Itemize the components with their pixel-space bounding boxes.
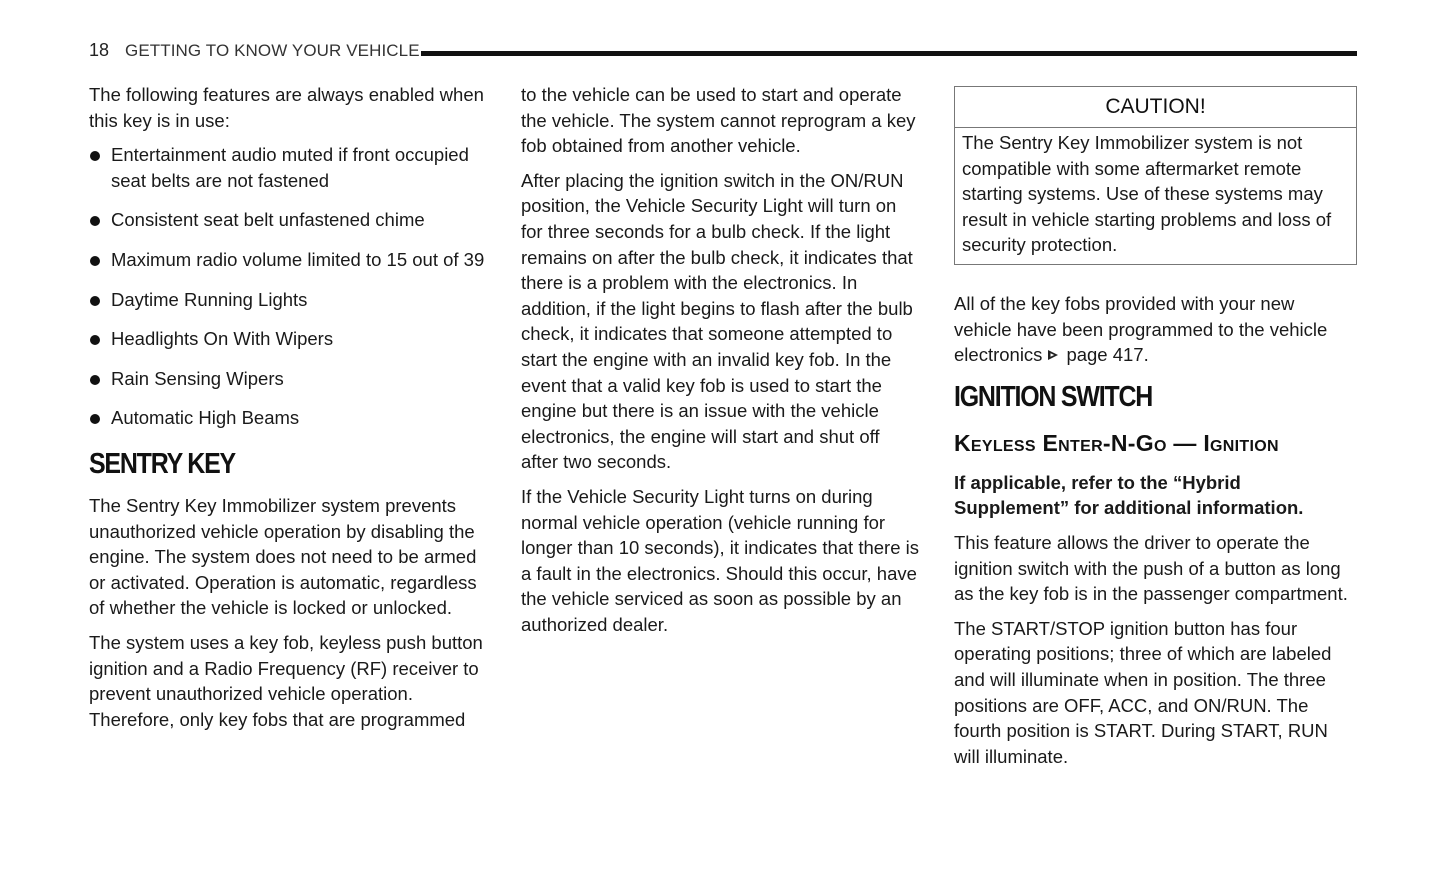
sentry-key-heading: SENTRY KEY	[89, 447, 235, 480]
paragraph-security-light: After placing the ignition switch in the ON/RUN position, the Vehicle Security Light will turn on for three seconds for a bulb check. If the light remains on after the bulb check, it indicates that there is a problem with the electronics. In addition, if the light begins to flash after the bulb check, it indicates that someone attempted to start the engine with an invalid key fob. In the event that a valid key fob is used to start the engine but there is an issue with the vehicle electronics, the engine will start and shut off after two seconds.	[521, 169, 913, 473]
ignition-switch-heading: IGNITION SWITCH	[954, 380, 1153, 413]
section-title: GETTING TO KNOW YOUR VEHICLE	[125, 41, 420, 60]
bullet-icon	[90, 375, 100, 385]
feature-list	[89, 142, 489, 431]
list-item: Automatic High Beams	[89, 405, 489, 431]
page-reference-arrow-icon	[1046, 348, 1060, 362]
list-item: Rain Sensing Wipers	[89, 366, 489, 392]
bullet-icon	[90, 335, 100, 345]
list-item: Headlights On With Wipers	[89, 326, 489, 352]
page-reference-link[interactable]: page 417.	[1066, 344, 1149, 366]
start-stop-paragraph: The START/STOP ignition button has four operating positions; three of which are labeled and will illuminate when in position. The three positions are OFF, ACC, and ON/RUN. The fourth position is START. During START, RUN will illuminate.	[954, 617, 1332, 767]
list-item: Consistent seat belt unfastened chime	[89, 207, 489, 233]
page-header	[89, 38, 1357, 62]
paragraph-fault: If the Vehicle Security Light turns on during normal vehicle operation (vehicle running for longer than 10 seconds), it indicates that there is a fault in the electronics. Should this occur, have the vehicle serviced as soon as possible by an authorized dealer.	[521, 485, 919, 635]
hybrid-supplement-note: If applicable, refer to the “Hybrid Supplement” for additional information.	[954, 471, 1304, 519]
bullet-icon	[90, 296, 100, 306]
sentry-paragraph-2: The system uses a key fob, keyless push button ignition and a Radio Frequency (RF) receiver to prevent unauthorized vehicle operation. Therefore, only key fobs that are programmed	[89, 631, 483, 730]
keyless-enter-n-go-subheading: Keyless Enter-N-Go — Ignition	[954, 429, 1279, 456]
bullet-icon	[90, 151, 100, 161]
page-number: 18	[89, 40, 110, 60]
list-item: Daytime Running Lights	[89, 287, 489, 313]
bullet-icon	[90, 216, 100, 226]
feature-paragraph: This feature allows the driver to operate the ignition switch with the push of a button as long as the key fob is in the passenger compartment.	[954, 531, 1348, 605]
paragraph-reprogram: to the vehicle can be used to start and operate the vehicle. The system cannot reprogram a key fob obtained from another vehicle.	[521, 84, 916, 157]
caution-box	[954, 86, 1357, 265]
sentry-paragraph-1: The Sentry Key Immobilizer system prevents unauthorized vehicle operation by disabling the engine. The system does not need to be armed or activated. Operation is automatic, regardless of whether the vehicle is locked or unlocked.	[89, 494, 477, 619]
bullet-icon	[90, 414, 100, 424]
caution-body: The Sentry Key Immobilizer system is not compatible with some aftermarket remote starting systems. Use of these systems may result in vehicle starting problems and loss of security protection.	[962, 132, 1332, 256]
column-right	[954, 82, 1357, 778]
header-rule	[421, 51, 1357, 56]
caution-title: CAUTION!	[955, 87, 1356, 128]
list-item: Entertainment audio muted if front occupied seat belts are not fastened	[89, 142, 489, 193]
bullet-icon	[90, 256, 100, 266]
keyfob-paragraph	[954, 291, 1357, 368]
keyfob-text: All of the key fobs provided with your new vehicle have been programmed to the vehicle electronics	[954, 292, 1328, 366]
list-item: Maximum radio volume limited to 15 out of 39	[89, 247, 489, 273]
column-left	[89, 82, 489, 741]
features-intro: The following features are always enabled when this key is in use:	[89, 84, 484, 131]
column-middle	[521, 82, 921, 646]
